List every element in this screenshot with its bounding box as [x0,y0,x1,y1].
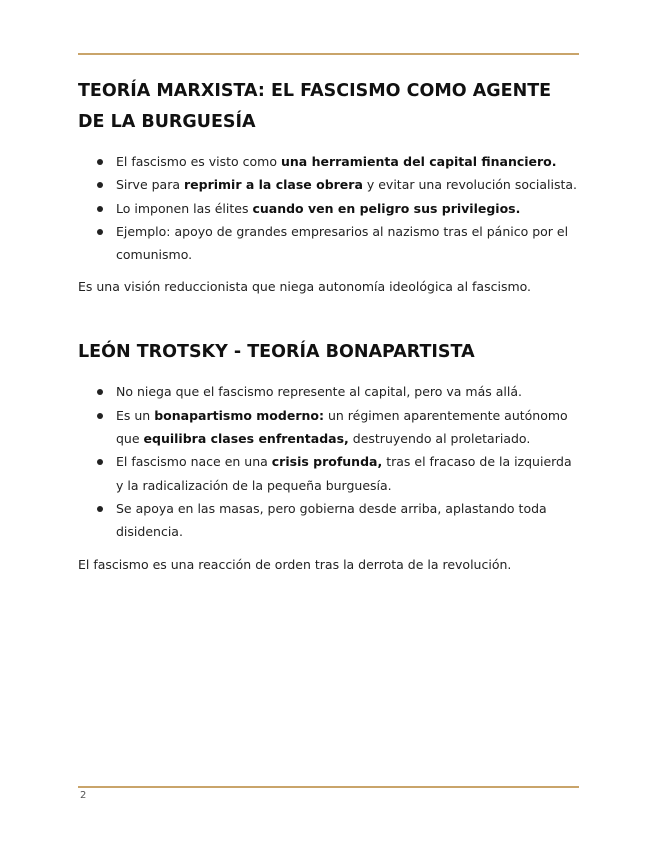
list-item: No niega que el fascismo represente al capital, pero va más allá. [78,380,578,403]
trotsky-theory-list [78,380,578,543]
section-title-trotsky-theory: LEÓN TROTSKY - TEORÍA BONAPARTISTA [78,342,475,363]
list-item: Sirve para reprimir a la clase obrera y evitar una revolución socialista. [78,173,578,196]
list-item: Lo imponen las élites cuando ven en peligro sus privilegios. [78,197,578,220]
bullet-icon [97,182,103,188]
list-item: Se apoya en las masas, pero gobierna desde arriba, aplastando toda disidencia. [78,497,578,544]
list-item: El fascismo es visto como una herramienta del capital financiero. [78,150,578,173]
bullet-icon [97,389,103,395]
page-number: 2 [80,790,87,801]
section-title-marxist-theory: TEORÍA MARXISTA: EL FASCISMO COMO AGENTE DE LA BURGUESÍA [78,81,552,132]
bullet-icon [97,229,103,235]
marxist-theory-list [78,150,578,266]
trotsky-theory-conclusion: El fascismo es una reacción de orden tras la derrota de la revolución. [78,556,512,572]
bullet-icon [97,159,103,165]
bullet-icon [97,459,103,465]
bullet-icon [97,506,103,512]
bullet-icon [97,206,103,212]
header-rule [78,53,579,55]
page-content [78,76,578,575]
bullet-icon [97,413,103,419]
list-item: El fascismo nace en una crisis profunda, tras el fracaso de la izquierda y la radicalización de la pequeña burguesía. [78,450,578,497]
footer-rule [78,786,579,788]
list-item: Es un bonapartismo moderno: un régimen aparentemente autónomo que equilibra clases enfrentadas, destruyendo al proletariado. [78,404,578,451]
list-item: Ejemplo: apoyo de grandes empresarios al nazismo tras el pánico por el comunismo. [78,220,578,267]
marxist-theory-conclusion: Es una visión reduccionista que niega autonomía ideológica al fascismo. [78,279,532,295]
